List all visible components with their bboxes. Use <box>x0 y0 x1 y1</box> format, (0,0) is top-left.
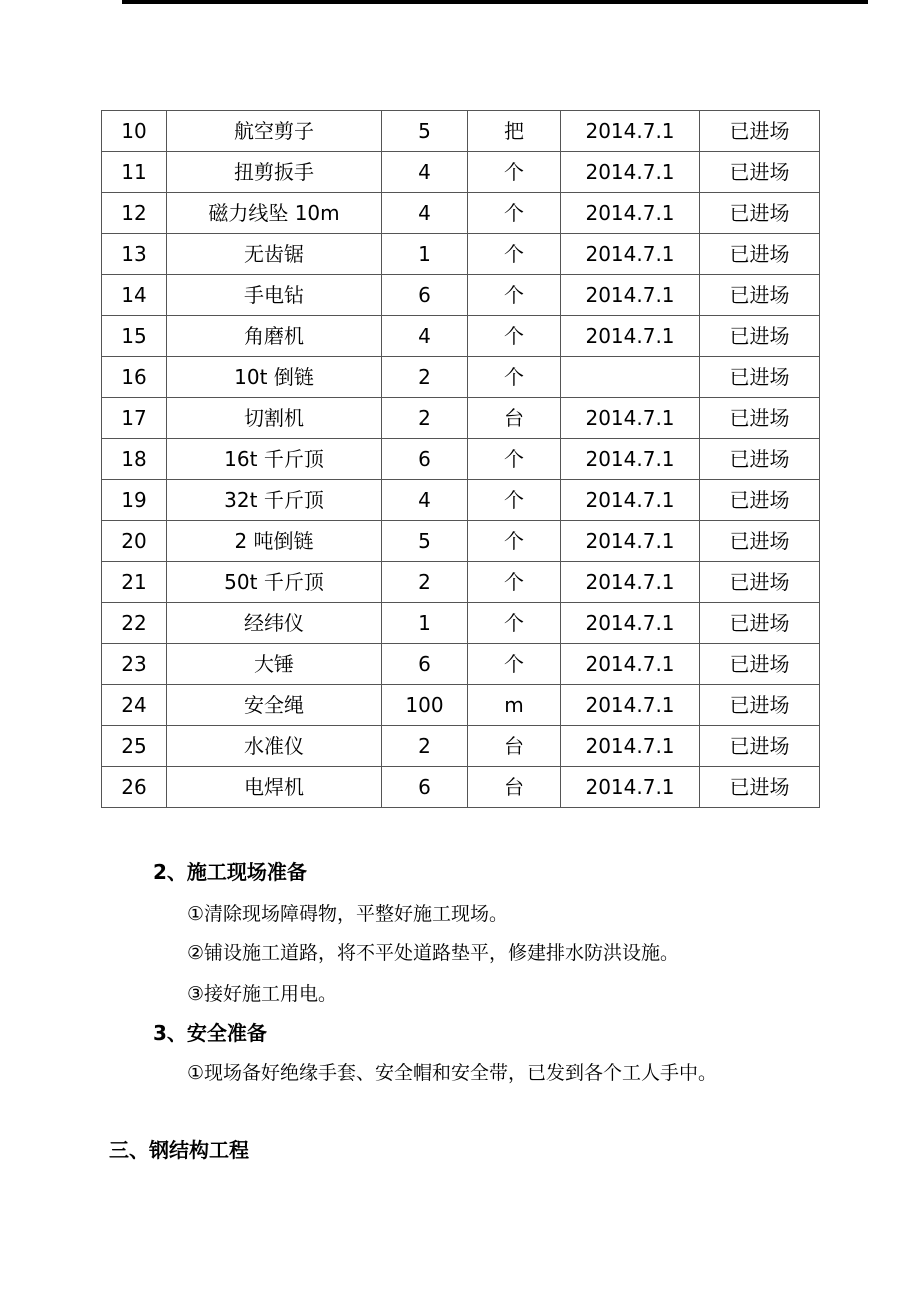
table-row <box>102 275 820 316</box>
unit: 个 <box>468 521 561 562</box>
quantity: 2 <box>382 726 468 767</box>
arrival-date: 2014.7.1 <box>561 193 700 234</box>
arrival-date: 2014.7.1 <box>561 685 700 726</box>
quantity: 6 <box>382 275 468 316</box>
table-row <box>102 357 820 398</box>
row-number: 26 <box>102 767 167 808</box>
quantity: 2 <box>382 357 468 398</box>
unit: m <box>468 685 561 726</box>
row-number: 16 <box>102 357 167 398</box>
site-prep-item-3: ③接好施工用电。 <box>187 983 338 1005</box>
equipment-name: 航空剪子 <box>167 111 382 152</box>
status: 已进场 <box>700 275 820 316</box>
quantity: 4 <box>382 152 468 193</box>
status: 已进场 <box>700 439 820 480</box>
table-row <box>102 644 820 685</box>
table-row <box>102 603 820 644</box>
row-number: 14 <box>102 275 167 316</box>
unit: 台 <box>468 726 561 767</box>
unit: 个 <box>468 603 561 644</box>
unit: 个 <box>468 562 561 603</box>
quantity: 100 <box>382 685 468 726</box>
table-row <box>102 234 820 275</box>
quantity: 4 <box>382 480 468 521</box>
table-row <box>102 439 820 480</box>
equipment-name: 角磨机 <box>167 316 382 357</box>
arrival-date: 2014.7.1 <box>561 644 700 685</box>
table-row <box>102 767 820 808</box>
unit: 个 <box>468 152 561 193</box>
equipment-name: 安全绳 <box>167 685 382 726</box>
quantity: 1 <box>382 234 468 275</box>
arrival-date: 2014.7.1 <box>561 111 700 152</box>
status: 已进场 <box>700 767 820 808</box>
row-number: 18 <box>102 439 167 480</box>
row-number: 11 <box>102 152 167 193</box>
status: 已进场 <box>700 726 820 767</box>
equipment-name: 手电钻 <box>167 275 382 316</box>
header-rule <box>122 0 868 4</box>
arrival-date: 2014.7.1 <box>561 275 700 316</box>
equipment-name: 50t 千斤顶 <box>167 562 382 603</box>
status: 已进场 <box>700 398 820 439</box>
unit: 个 <box>468 316 561 357</box>
arrival-date <box>561 357 700 398</box>
safety-prep-item-1: ①现场备好绝缘手套、安全帽和安全带，已发到各个工人手中。 <box>187 1062 718 1084</box>
status: 已进场 <box>700 357 820 398</box>
table-row <box>102 152 820 193</box>
equipment-name: 电焊机 <box>167 767 382 808</box>
status: 已进场 <box>700 480 820 521</box>
equipment-name: 无齿锯 <box>167 234 382 275</box>
row-number: 22 <box>102 603 167 644</box>
quantity: 6 <box>382 767 468 808</box>
arrival-date: 2014.7.1 <box>561 234 700 275</box>
quantity: 4 <box>382 316 468 357</box>
quantity: 5 <box>382 521 468 562</box>
arrival-date: 2014.7.1 <box>561 480 700 521</box>
site-prep-item-1: ①清除现场障碍物，平整好施工现场。 <box>187 903 509 925</box>
unit: 个 <box>468 644 561 685</box>
unit: 个 <box>468 480 561 521</box>
status: 已进场 <box>700 562 820 603</box>
table-row <box>102 111 820 152</box>
status: 已进场 <box>700 603 820 644</box>
row-number: 20 <box>102 521 167 562</box>
row-number: 25 <box>102 726 167 767</box>
row-number: 23 <box>102 644 167 685</box>
row-number: 19 <box>102 480 167 521</box>
table-row <box>102 398 820 439</box>
equipment-name: 32t 千斤顶 <box>167 480 382 521</box>
unit: 个 <box>468 357 561 398</box>
unit: 个 <box>468 439 561 480</box>
quantity: 2 <box>382 398 468 439</box>
table-row <box>102 316 820 357</box>
quantity: 1 <box>382 603 468 644</box>
equipment-name: 大锤 <box>167 644 382 685</box>
unit: 个 <box>468 193 561 234</box>
arrival-date: 2014.7.1 <box>561 562 700 603</box>
arrival-date: 2014.7.1 <box>561 439 700 480</box>
equipment-name: 经纬仪 <box>167 603 382 644</box>
status: 已进场 <box>700 152 820 193</box>
row-number: 21 <box>102 562 167 603</box>
quantity: 4 <box>382 193 468 234</box>
table-row <box>102 685 820 726</box>
quantity: 2 <box>382 562 468 603</box>
table-row <box>102 521 820 562</box>
arrival-date: 2014.7.1 <box>561 767 700 808</box>
equipment-name: 2 吨倒链 <box>167 521 382 562</box>
status: 已进场 <box>700 644 820 685</box>
equipment-name: 切割机 <box>167 398 382 439</box>
equipment-name: 扭剪扳手 <box>167 152 382 193</box>
unit: 把 <box>468 111 561 152</box>
arrival-date: 2014.7.1 <box>561 603 700 644</box>
equipment-name: 水准仪 <box>167 726 382 767</box>
quantity: 6 <box>382 439 468 480</box>
arrival-date: 2014.7.1 <box>561 521 700 562</box>
equipment-name: 10t 倒链 <box>167 357 382 398</box>
status: 已进场 <box>700 111 820 152</box>
unit: 个 <box>468 275 561 316</box>
equipment-name: 16t 千斤顶 <box>167 439 382 480</box>
arrival-date: 2014.7.1 <box>561 316 700 357</box>
table-row <box>102 193 820 234</box>
unit: 台 <box>468 767 561 808</box>
arrival-date: 2014.7.1 <box>561 398 700 439</box>
row-number: 13 <box>102 234 167 275</box>
row-number: 12 <box>102 193 167 234</box>
site-prep-item-2: ②铺设施工道路，将不平处道路垫平，修建排水防洪设施。 <box>187 942 680 964</box>
unit: 台 <box>468 398 561 439</box>
quantity: 6 <box>382 644 468 685</box>
table-row <box>102 480 820 521</box>
quantity: 5 <box>382 111 468 152</box>
row-number: 17 <box>102 398 167 439</box>
status: 已进场 <box>700 316 820 357</box>
status: 已进场 <box>700 193 820 234</box>
status: 已进场 <box>700 234 820 275</box>
table-row <box>102 726 820 767</box>
equipment-name: 磁力线坠 10m <box>167 193 382 234</box>
status: 已进场 <box>700 685 820 726</box>
arrival-date: 2014.7.1 <box>561 152 700 193</box>
equipment-table-body <box>102 111 820 808</box>
unit: 个 <box>468 234 561 275</box>
section-heading-safety-preparation: 3、安全准备 <box>153 1021 267 1045</box>
equipment-table <box>101 110 820 808</box>
row-number: 24 <box>102 685 167 726</box>
arrival-date: 2014.7.1 <box>561 726 700 767</box>
row-number: 10 <box>102 111 167 152</box>
table-row <box>102 562 820 603</box>
row-number: 15 <box>102 316 167 357</box>
chapter-heading-steel-structure: 三、钢结构工程 <box>109 1138 249 1162</box>
status: 已进场 <box>700 521 820 562</box>
section-heading-site-preparation: 2、施工现场准备 <box>153 860 307 884</box>
